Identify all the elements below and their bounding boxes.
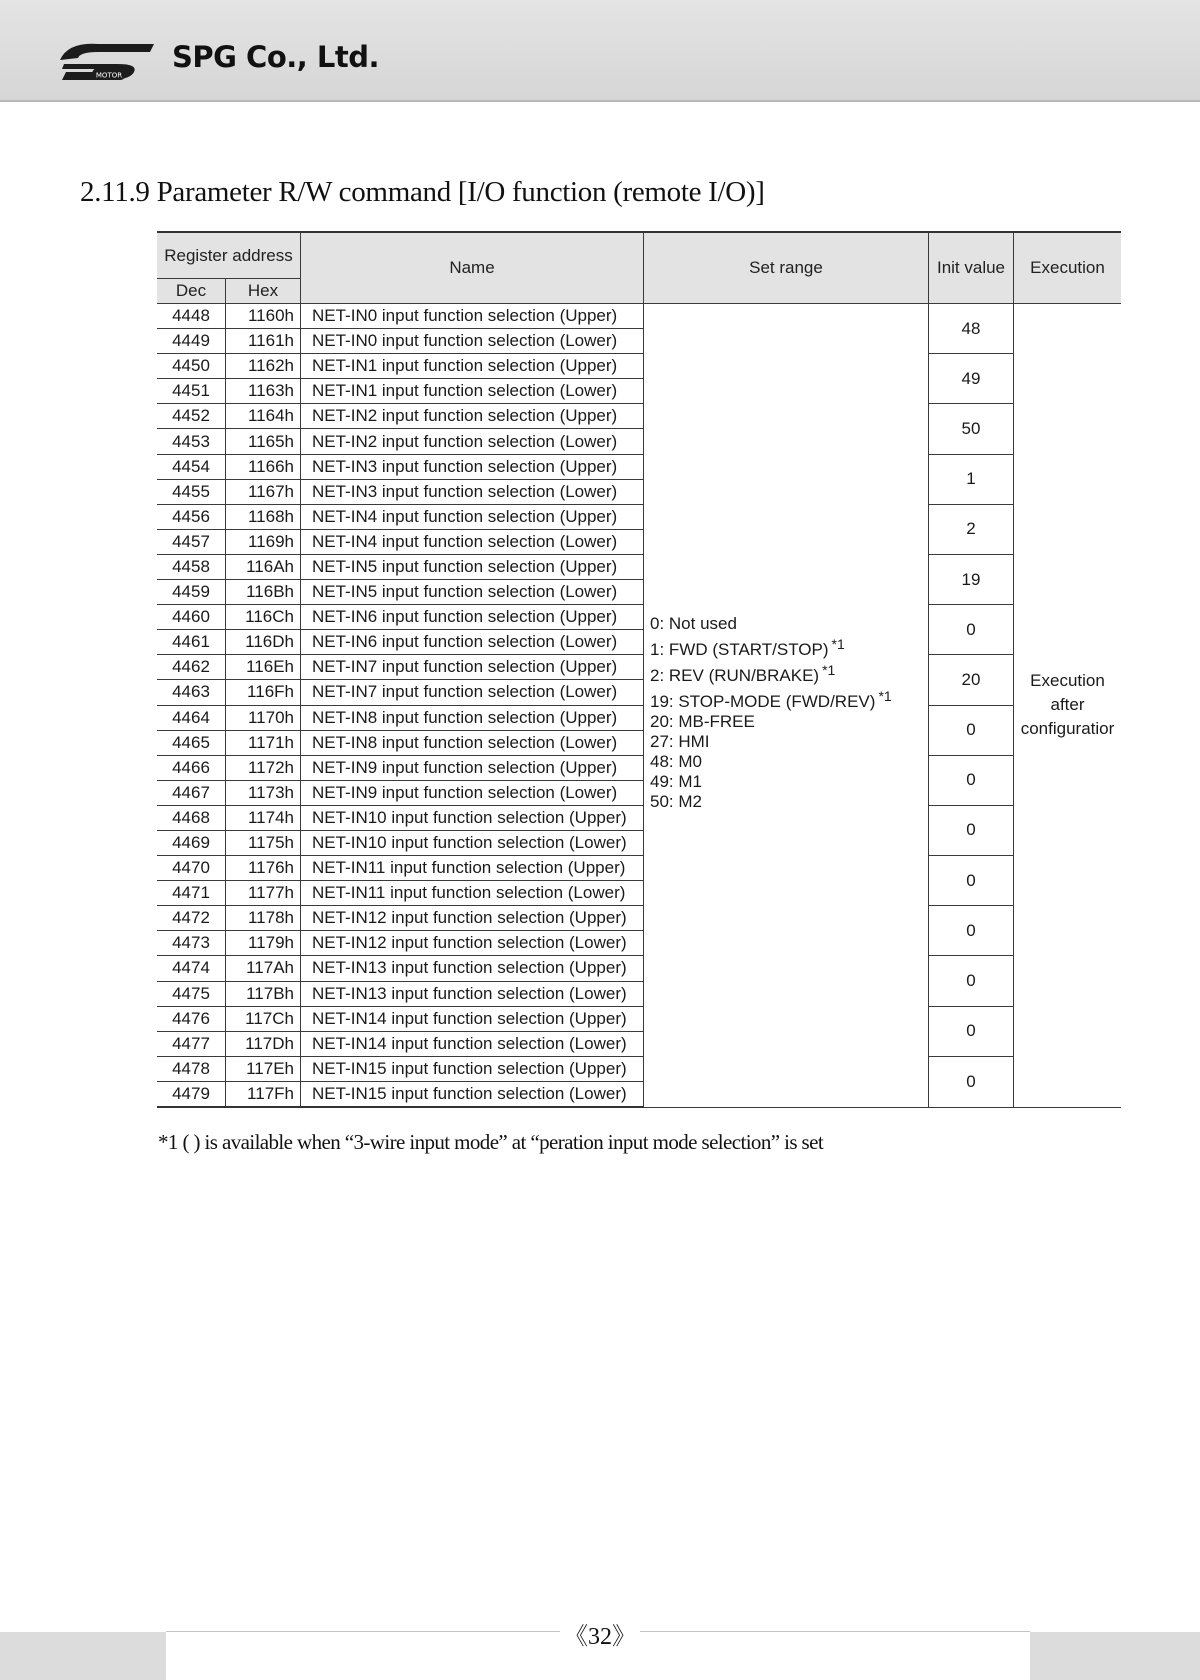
set-range-text: 0: Not used	[650, 614, 737, 634]
set-range-text: 49: M1	[650, 772, 702, 792]
parameter-table	[157, 231, 1121, 1108]
set-range-option	[650, 772, 928, 792]
cell-name: NET-IN2 input function selection (Upper)	[301, 404, 644, 429]
cell-hex: 1163h	[226, 379, 301, 404]
execution-line: Execution	[1030, 671, 1105, 691]
cell-dec: 4461	[157, 630, 226, 655]
cell-init-value: 49	[929, 354, 1014, 404]
set-range-text: 2: REV (RUN/BRAKE)	[650, 666, 820, 686]
execution-line: configuratior	[1020, 719, 1115, 739]
cell-dec: 4470	[157, 856, 226, 881]
cell-hex: 1160h	[226, 304, 301, 329]
table-row	[157, 605, 1121, 630]
table-row	[157, 655, 1121, 680]
cell-dec: 4448	[157, 304, 226, 329]
cell-name: NET-IN5 input function selection (Lower)	[301, 580, 644, 605]
cell-dec: 4473	[157, 931, 226, 956]
cell-hex: 1177h	[226, 881, 301, 906]
cell-dec: 4462	[157, 655, 226, 680]
cell-name: NET-IN15 input function selection (Upper)	[301, 1056, 644, 1081]
cell-init-value: 1	[929, 454, 1014, 504]
cell-init-value: 20	[929, 655, 1014, 705]
cell-name: NET-IN5 input function selection (Upper)	[301, 554, 644, 579]
table-row	[157, 906, 1121, 931]
cell-set-range	[644, 304, 929, 1108]
cell-hex: 1178h	[226, 906, 301, 931]
cell-dec: 4463	[157, 680, 226, 705]
footer-band-right	[1030, 1632, 1200, 1680]
cell-init-value: 0	[929, 755, 1014, 805]
table-row	[157, 1056, 1121, 1081]
cell-init-value: 50	[929, 404, 1014, 454]
cell-hex: 1179h	[226, 931, 301, 956]
cell-hex: 1173h	[226, 780, 301, 805]
header-set-range: Set range	[644, 232, 929, 304]
header-dec: Dec	[157, 279, 226, 304]
cell-dec: 4472	[157, 906, 226, 931]
cell-dec: 4455	[157, 479, 226, 504]
set-range-text: 1: FWD (START/STOP)	[650, 640, 829, 660]
cell-dec: 4474	[157, 956, 226, 981]
set-range-option	[650, 712, 928, 732]
table-row	[157, 1006, 1121, 1031]
page-number: 《32》	[560, 1616, 640, 1651]
cell-dec: 4456	[157, 504, 226, 529]
cell-dec: 4467	[157, 780, 226, 805]
footnote: *1 ( ) is available when “3-wire input mode” at “peration input mode selection” is set	[158, 1130, 824, 1154]
set-range-note: *1	[822, 662, 836, 679]
cell-dec: 4479	[157, 1081, 226, 1107]
cell-dec: 4452	[157, 404, 226, 429]
cell-dec: 4477	[157, 1031, 226, 1056]
header-register-address: Register address	[157, 232, 301, 279]
cell-name: NET-IN11 input function selection (Lower)	[301, 881, 644, 906]
cell-name: NET-IN3 input function selection (Lower)	[301, 479, 644, 504]
cell-name: NET-IN3 input function selection (Upper)	[301, 454, 644, 479]
cell-hex: 1167h	[226, 479, 301, 504]
set-range-option	[650, 732, 928, 752]
set-range-text: 50: M2	[650, 792, 702, 812]
cell-init-value: 0	[929, 906, 1014, 956]
cell-name: NET-IN0 input function selection (Upper)	[301, 304, 644, 329]
cell-name: NET-IN9 input function selection (Lower)	[301, 780, 644, 805]
cell-dec: 4469	[157, 830, 226, 855]
cell-hex: 116Bh	[226, 580, 301, 605]
table-row	[157, 354, 1121, 379]
table-row	[157, 504, 1121, 529]
table-row	[157, 705, 1121, 730]
header-name: Name	[301, 232, 644, 304]
cell-name: NET-IN1 input function selection (Lower)	[301, 379, 644, 404]
set-range-text: 20: MB-FREE	[650, 712, 755, 732]
cell-hex: 1161h	[226, 329, 301, 354]
cell-name: NET-IN2 input function selection (Lower)	[301, 429, 644, 454]
cell-hex: 116Fh	[226, 680, 301, 705]
execution-line: after	[1050, 695, 1085, 715]
set-range-text: 48: M0	[650, 752, 702, 772]
cell-dec: 4450	[157, 354, 226, 379]
cell-hex: 117Fh	[226, 1081, 301, 1107]
cell-hex: 117Ch	[226, 1006, 301, 1031]
cell-name: NET-IN13 input function selection (Lower)	[301, 981, 644, 1006]
set-range-option	[650, 792, 928, 812]
cell-name: NET-IN14 input function selection (Upper)	[301, 1006, 644, 1031]
table-row	[157, 554, 1121, 579]
cell-dec: 4451	[157, 379, 226, 404]
cell-dec: 4454	[157, 454, 226, 479]
cell-name: NET-IN1 input function selection (Upper)	[301, 354, 644, 379]
set-range-text: 19: STOP-MODE (FWD/REV)	[650, 692, 876, 712]
set-range-option	[650, 686, 928, 712]
cell-init-value: 19	[929, 554, 1014, 604]
cell-hex: 116Ah	[226, 554, 301, 579]
cell-name: NET-IN12 input function selection (Lower)	[301, 931, 644, 956]
cell-hex: 116Dh	[226, 630, 301, 655]
cell-dec: 4471	[157, 881, 226, 906]
cell-dec: 4459	[157, 580, 226, 605]
cell-name: NET-IN10 input function selection (Upper)	[301, 805, 644, 830]
cell-init-value: 48	[929, 304, 1014, 354]
cell-hex: 1175h	[226, 830, 301, 855]
cell-execution	[1014, 304, 1122, 1108]
cell-dec: 4460	[157, 605, 226, 630]
cell-hex: 117Eh	[226, 1056, 301, 1081]
cell-dec: 4449	[157, 329, 226, 354]
table-row	[157, 805, 1121, 830]
cell-name: NET-IN15 input function selection (Lower)	[301, 1081, 644, 1107]
cell-name: NET-IN4 input function selection (Upper)	[301, 504, 644, 529]
header-hex: Hex	[226, 279, 301, 304]
cell-init-value: 2	[929, 504, 1014, 554]
cell-name: NET-IN9 input function selection (Upper)	[301, 755, 644, 780]
cell-hex: 117Dh	[226, 1031, 301, 1056]
cell-name: NET-IN8 input function selection (Lower)	[301, 730, 644, 755]
cell-hex: 117Bh	[226, 981, 301, 1006]
cell-hex: 117Ah	[226, 956, 301, 981]
header-init-value: Init value	[929, 232, 1014, 304]
set-range-option	[650, 752, 928, 772]
table-row	[157, 404, 1121, 429]
set-range-option	[650, 614, 928, 634]
cell-name: NET-IN0 input function selection (Lower)	[301, 329, 644, 354]
cell-name: NET-IN12 input function selection (Upper)	[301, 906, 644, 931]
cell-hex: 1169h	[226, 529, 301, 554]
cell-name: NET-IN6 input function selection (Upper)	[301, 605, 644, 630]
cell-hex: 1171h	[226, 730, 301, 755]
cell-dec: 4464	[157, 705, 226, 730]
cell-hex: 1162h	[226, 354, 301, 379]
cell-init-value: 0	[929, 1056, 1014, 1107]
cell-name: NET-IN7 input function selection (Lower)	[301, 680, 644, 705]
cell-hex: 1164h	[226, 404, 301, 429]
cell-init-value: 0	[929, 1006, 1014, 1056]
cell-init-value: 0	[929, 705, 1014, 755]
section-title: 2.11.9 Parameter R/W command [I/O function (remote I/O)]	[80, 176, 765, 208]
parameter-table-body	[157, 304, 1121, 1108]
cell-name: NET-IN7 input function selection (Upper)	[301, 655, 644, 680]
cell-init-value: 0	[929, 605, 1014, 655]
cell-name: NET-IN11 input function selection (Upper)	[301, 856, 644, 881]
cell-name: NET-IN10 input function selection (Lower)	[301, 830, 644, 855]
cell-hex: 1174h	[226, 805, 301, 830]
cell-dec: 4475	[157, 981, 226, 1006]
spg-logo-icon	[58, 38, 158, 84]
cell-dec: 4476	[157, 1006, 226, 1031]
cell-name: NET-IN8 input function selection (Upper)	[301, 705, 644, 730]
cell-dec: 4468	[157, 805, 226, 830]
cell-dec: 4465	[157, 730, 226, 755]
cell-name: NET-IN14 input function selection (Lower)	[301, 1031, 644, 1056]
cell-name: NET-IN4 input function selection (Lower)	[301, 529, 644, 554]
table-row	[157, 755, 1121, 780]
company-name: SPG Co., Ltd.	[172, 40, 379, 74]
cell-hex: 1165h	[226, 429, 301, 454]
cell-name: NET-IN6 input function selection (Lower)	[301, 630, 644, 655]
cell-init-value: 0	[929, 805, 1014, 855]
cell-dec: 4458	[157, 554, 226, 579]
set-range-text: 27: HMI	[650, 732, 710, 752]
set-range-note: *1	[831, 636, 845, 653]
set-range-option	[650, 634, 928, 660]
cell-hex: 1176h	[226, 856, 301, 881]
cell-name: NET-IN13 input function selection (Upper)	[301, 956, 644, 981]
cell-dec: 4478	[157, 1056, 226, 1081]
set-range-note: *1	[878, 688, 892, 705]
cell-hex: 116Ch	[226, 605, 301, 630]
cell-hex: 1170h	[226, 705, 301, 730]
table-row	[157, 856, 1121, 881]
logo-motor-text: MOTOR	[95, 71, 123, 80]
cell-init-value: 0	[929, 856, 1014, 906]
table-row	[157, 956, 1121, 981]
page-header	[0, 0, 1200, 102]
cell-init-value: 0	[929, 956, 1014, 1006]
cell-dec: 4453	[157, 429, 226, 454]
footer-band-left	[0, 1632, 166, 1680]
cell-hex: 1168h	[226, 504, 301, 529]
table-row	[157, 304, 1121, 329]
table-row	[157, 454, 1121, 479]
header-execution: Execution	[1014, 232, 1122, 304]
cell-hex: 116Eh	[226, 655, 301, 680]
cell-dec: 4466	[157, 755, 226, 780]
cell-dec: 4457	[157, 529, 226, 554]
cell-hex: 1172h	[226, 755, 301, 780]
set-range-option	[650, 660, 928, 686]
cell-hex: 1166h	[226, 454, 301, 479]
